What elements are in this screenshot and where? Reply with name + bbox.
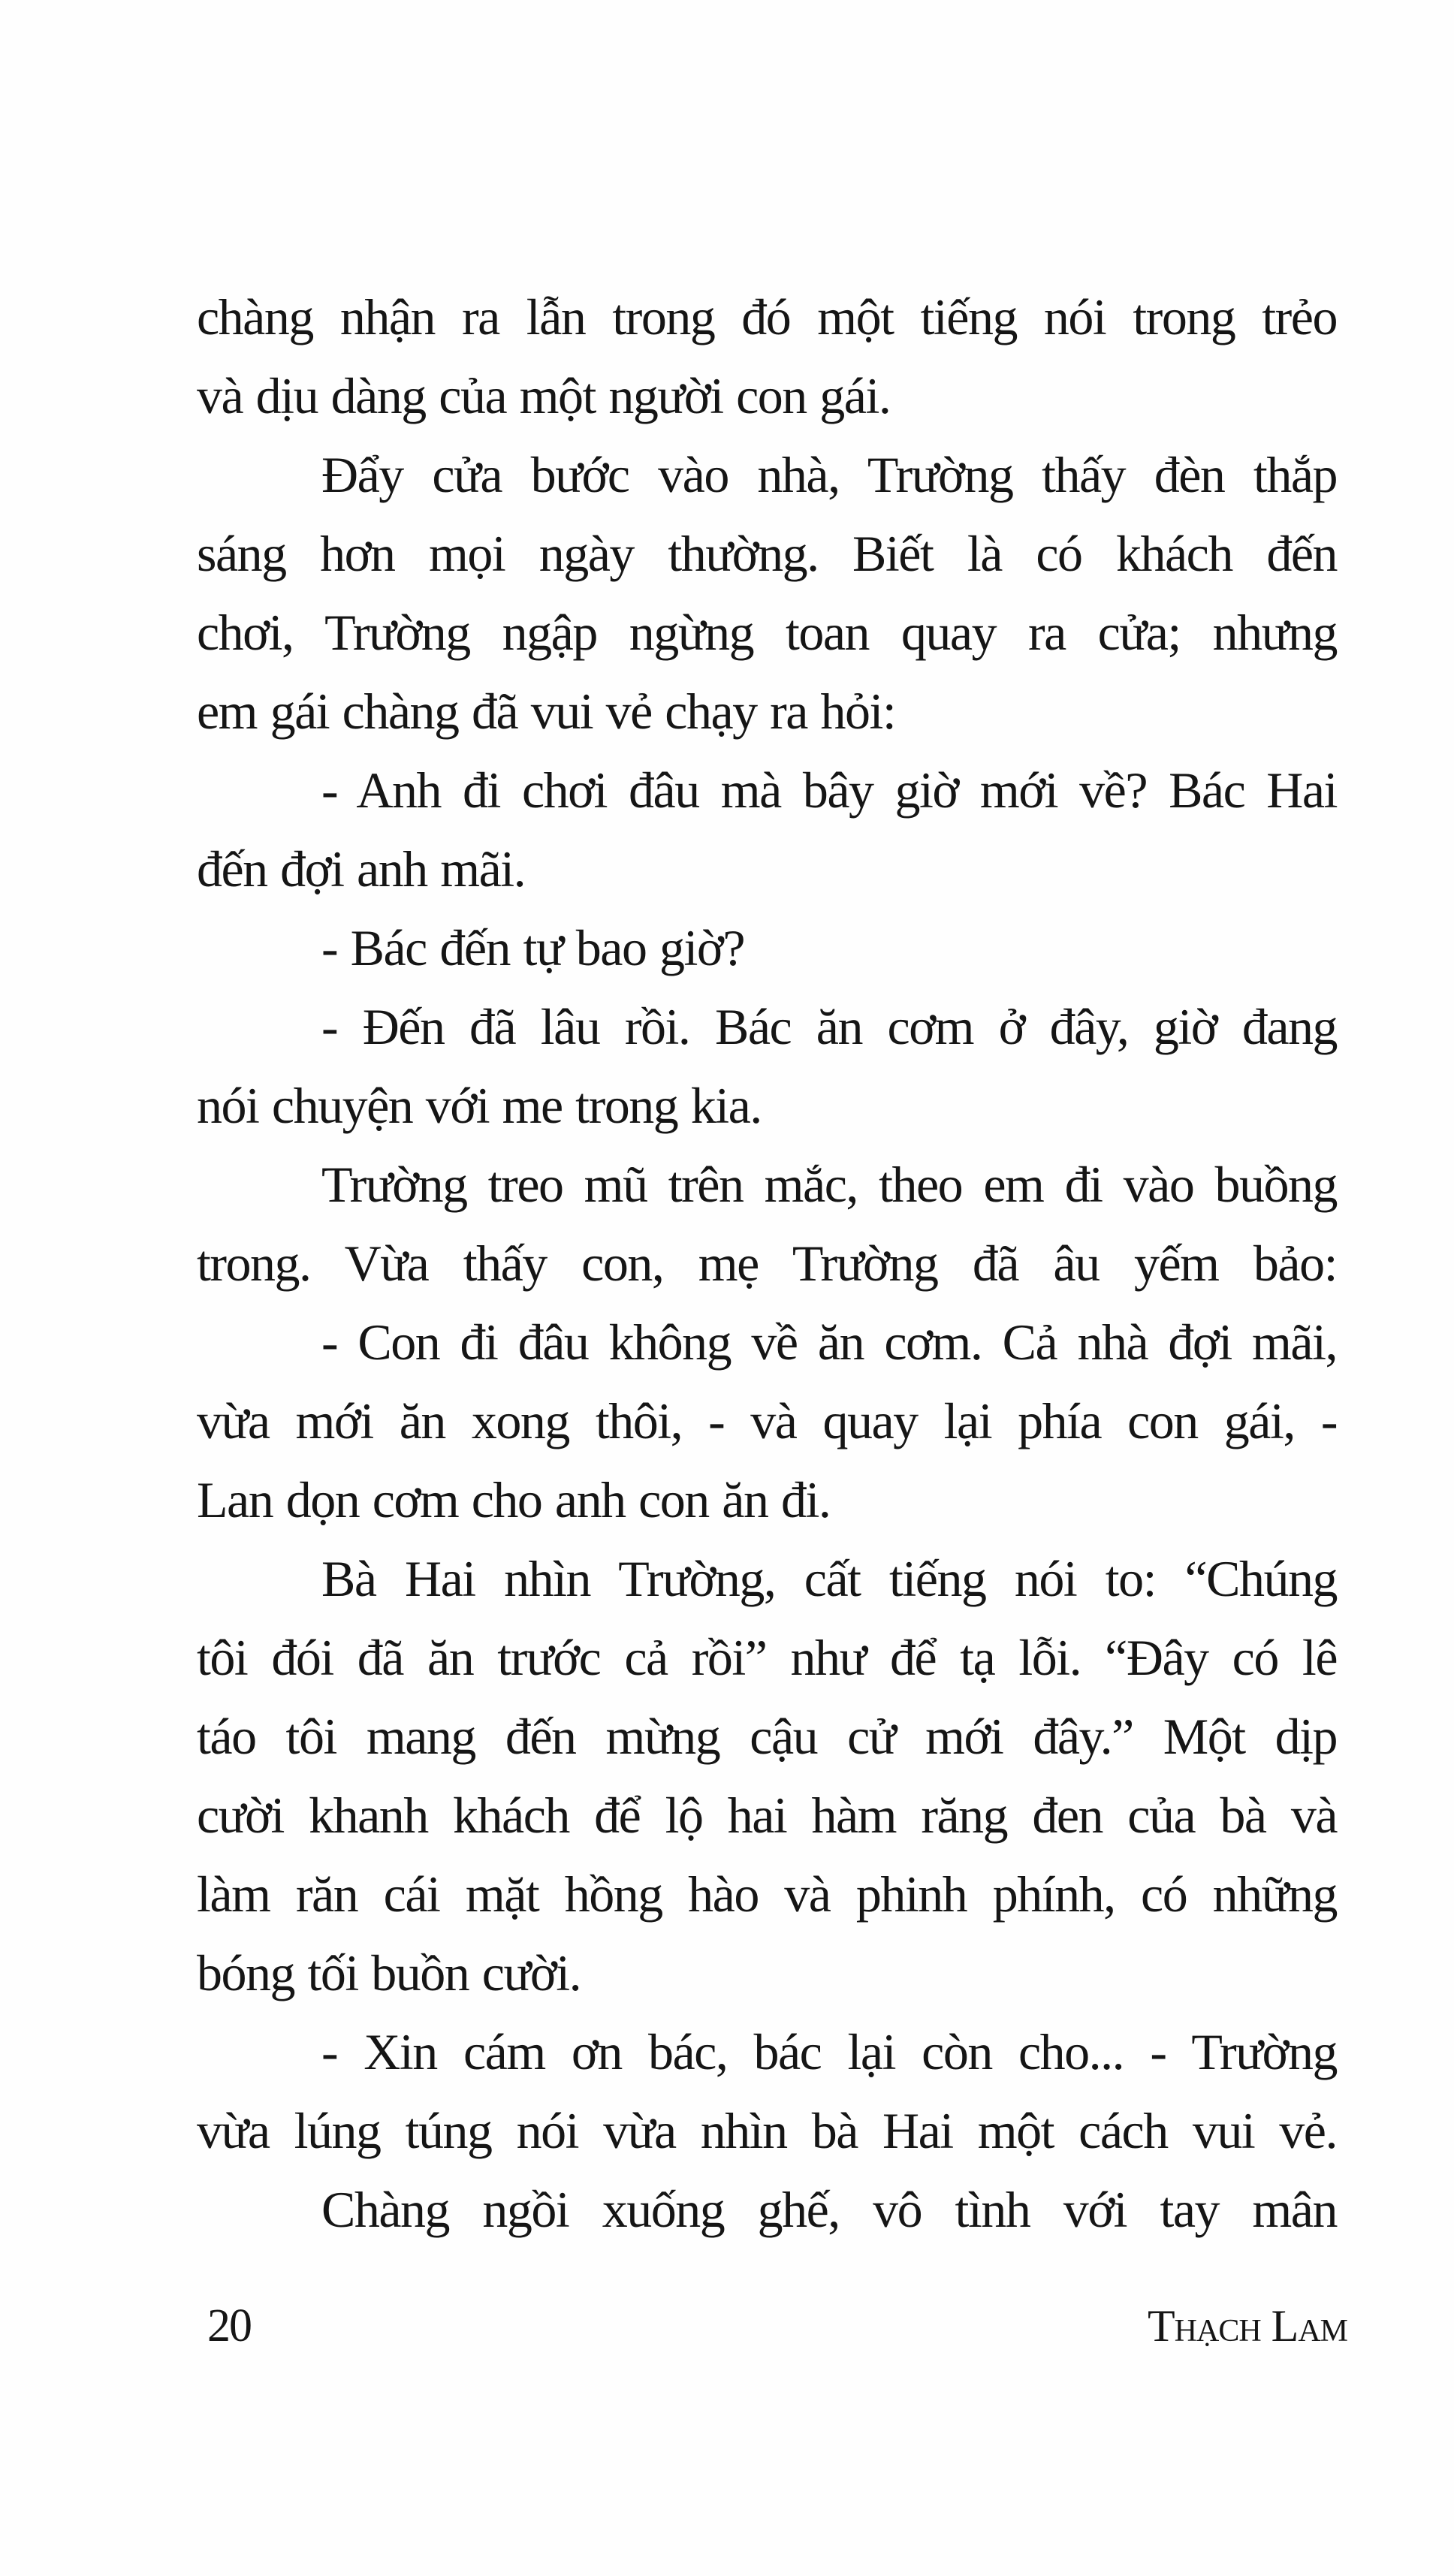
text-line: Đẩy cửa bước vào nhà, Trường thấy đèn thắp <box>321 446 1337 503</box>
text-line: Chàng ngồi xuống ghế, vô tình với tay mân <box>321 2181 1337 2238</box>
text-line: - Đến đã lâu rồi. Bác ăn cơm ở đây, giờ đang <box>321 998 1337 1055</box>
text-line: táo tôi mang đến mừng cậu cử mới đây.” Một dịp <box>197 1708 1337 1765</box>
text-line: em gái chàng đã vui vẻ chạy ra hỏi: <box>197 683 896 740</box>
text-line: - Xin cám ơn bác, bác lại còn cho... - Trường <box>321 2023 1337 2080</box>
running-head-author: Thạch Lam <box>1148 2301 1347 2351</box>
text-line: làm răn cái mặt hồng hào và phinh phính, có những <box>197 1866 1337 1923</box>
text-line: chàng nhận ra lẫn trong đó một tiếng nói trong trẻo <box>197 288 1337 345</box>
text-line: vừa mới ăn xong thôi, - và quay lại phía con gái, - <box>197 1392 1337 1449</box>
text-line: tôi đói đã ăn trước cả rồi” như để tạ lỗi. “Đây có lê <box>197 1629 1337 1686</box>
text-line: trong. Vừa thấy con, mẹ Trường đã âu yếm bảo: <box>197 1235 1337 1292</box>
text-line: bóng tối buồn cười. <box>197 1944 581 2001</box>
page-number: 20 <box>207 2300 251 2351</box>
text-line: Bà Hai nhìn Trường, cất tiếng nói to: “Chúng <box>321 1550 1337 1607</box>
page-footer <box>197 2292 1347 2360</box>
text-line: Trường treo mũ trên mắc, theo em đi vào buồng <box>321 1156 1337 1213</box>
text-line: - Bác đến tự bao giờ? <box>321 919 745 976</box>
text-line: Lan dọn cơm cho anh con ăn đi. <box>197 1471 831 1528</box>
text-line: - Anh đi chơi đâu mà bây giờ mới về? Bác Hai <box>321 762 1337 819</box>
text-line: và dịu dàng của một người con gái. <box>197 367 891 424</box>
text-line: đến đợi anh mãi. <box>197 840 526 897</box>
text-line: - Con đi đâu không về ăn cơm. Cả nhà đợi mãi, <box>321 1314 1337 1371</box>
text-line: cười khanh khách để lộ hai hàm răng đen của bà và <box>197 1787 1337 1844</box>
text-line: sáng hơn mọi ngày thường. Biết là có khách đến <box>197 525 1337 582</box>
text-line: nói chuyện với me trong kia. <box>197 1077 762 1134</box>
text-line: chơi, Trường ngập ngừng toan quay ra cửa; nhưng <box>197 604 1337 661</box>
page-body-text <box>197 278 1337 2249</box>
text-line: vừa lúng túng nói vừa nhìn bà Hai một cách vui vẻ. <box>197 2102 1337 2159</box>
